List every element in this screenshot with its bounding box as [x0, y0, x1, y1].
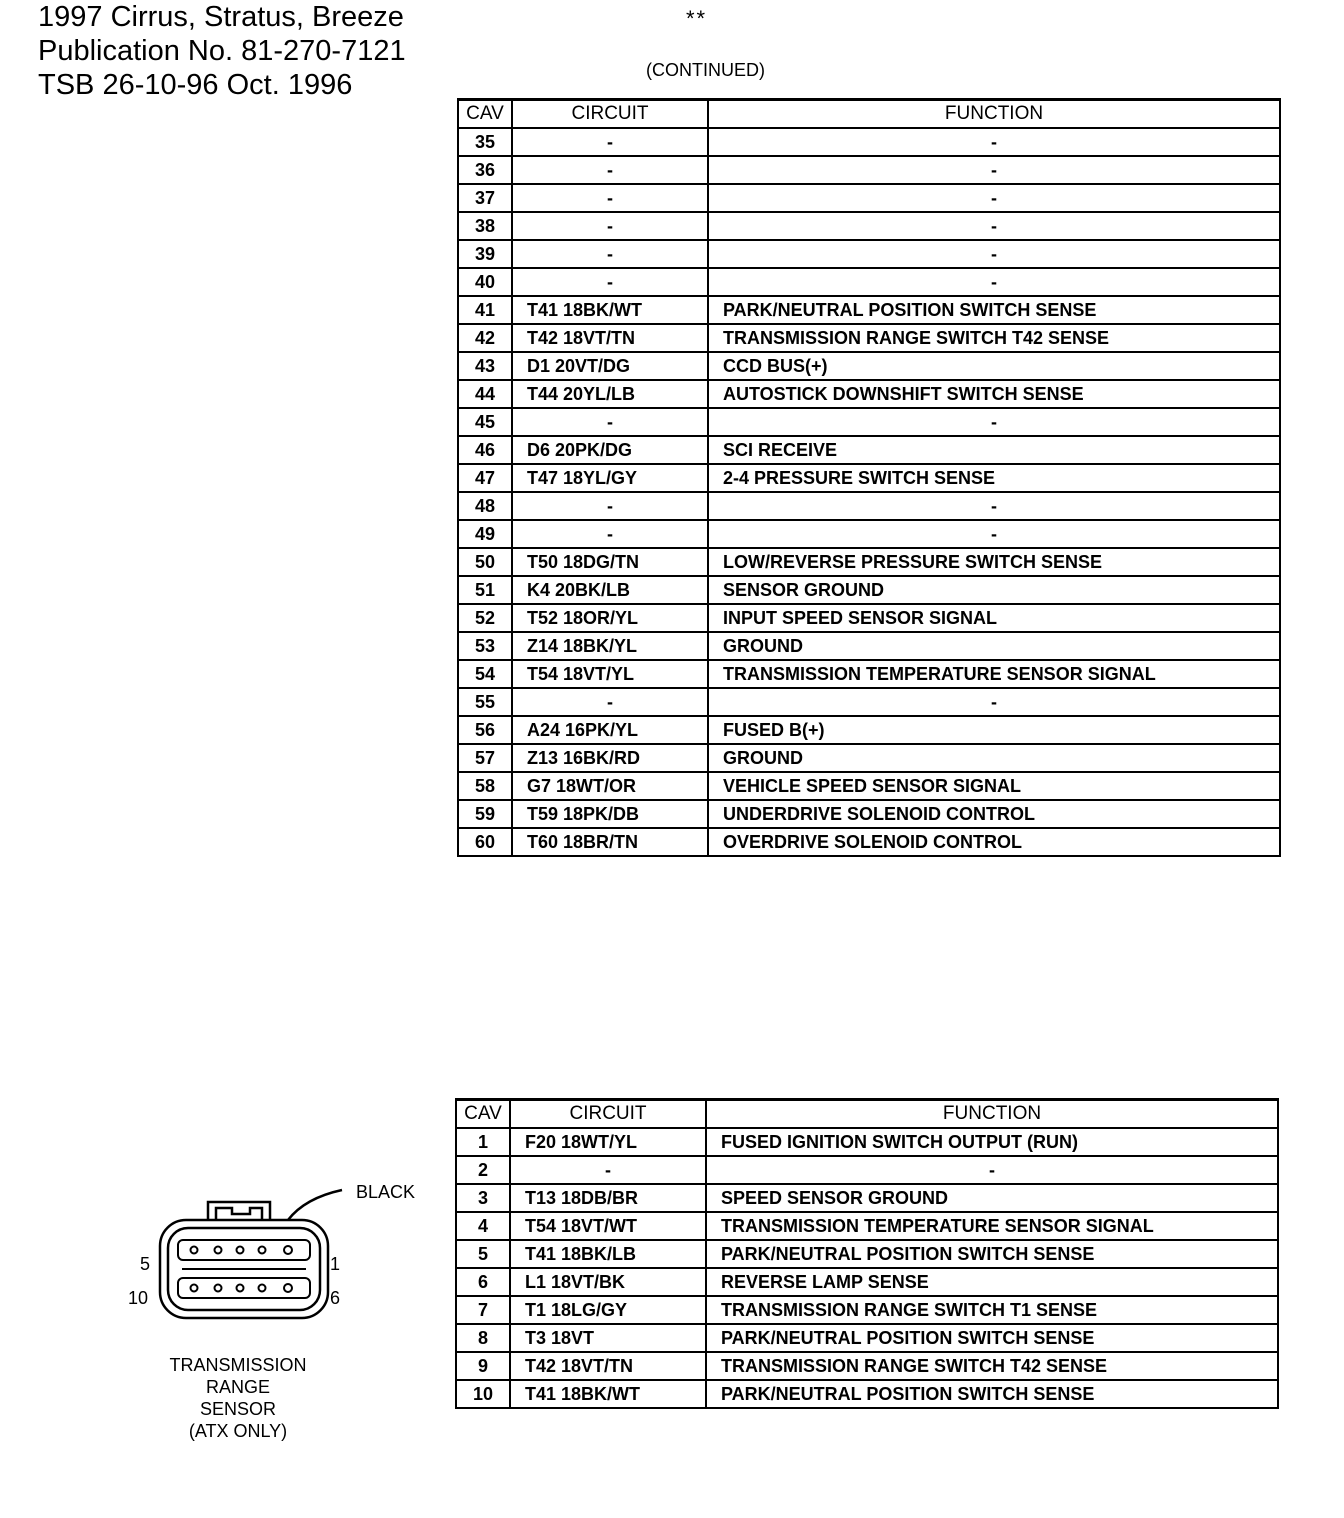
function-cell: SPEED SENSOR GROUND	[706, 1184, 1278, 1212]
cav-cell: 35	[458, 128, 512, 156]
table-row	[458, 380, 1280, 408]
table-row	[458, 324, 1280, 352]
circuit-cell: K4 20BK/LB	[512, 576, 708, 604]
function-cell: -	[708, 240, 1280, 268]
cav-cell: 43	[458, 352, 512, 380]
function-cell: -	[708, 520, 1280, 548]
table-row	[456, 1380, 1278, 1408]
circuit-cell: T47 18YL/GY	[512, 464, 708, 492]
table-row	[458, 352, 1280, 380]
function-cell: LOW/REVERSE PRESSURE SWITCH SENSE	[708, 548, 1280, 576]
circuit-cell: T50 18DG/TN	[512, 548, 708, 576]
circuit-cell: -	[510, 1156, 706, 1184]
cav-cell: 3	[456, 1184, 510, 1212]
function-cell: SCI RECEIVE	[708, 436, 1280, 464]
function-cell: -	[708, 184, 1280, 212]
table-row	[458, 128, 1280, 156]
cav-cell: 2	[456, 1156, 510, 1184]
cav-cell: 7	[456, 1296, 510, 1324]
cav-cell: 10	[456, 1380, 510, 1408]
table-row	[456, 1212, 1278, 1240]
cav-cell: 47	[458, 464, 512, 492]
cav-cell: 50	[458, 548, 512, 576]
table-row	[458, 576, 1280, 604]
function-cell: 2-4 PRESSURE SWITCH SENSE	[708, 464, 1280, 492]
table-row	[456, 1128, 1278, 1156]
cav-cell: 56	[458, 716, 512, 744]
table-row	[458, 744, 1280, 772]
function-cell: GROUND	[708, 632, 1280, 660]
table-row	[456, 1184, 1278, 1212]
circuit-cell: T54 18VT/YL	[512, 660, 708, 688]
function-cell: FUSED B(+)	[708, 716, 1280, 744]
cav-cell: 38	[458, 212, 512, 240]
function-cell: SENSOR GROUND	[708, 576, 1280, 604]
header-tsb-line: TSB 26-10-96 Oct. 1996	[38, 69, 353, 101]
function-cell: TRANSMISSION RANGE SWITCH T42 SENSE	[706, 1352, 1278, 1380]
cav-cell: 48	[458, 492, 512, 520]
table-row	[458, 716, 1280, 744]
table-body	[458, 128, 1280, 856]
header-stars: **	[686, 6, 708, 31]
pinout-table-continued	[457, 98, 1281, 857]
circuit-cell: -	[512, 156, 708, 184]
table-row	[458, 212, 1280, 240]
cav-cell: 60	[458, 828, 512, 856]
function-cell: -	[708, 492, 1280, 520]
circuit-cell: T54 18VT/WT	[510, 1212, 706, 1240]
pin-label-1: 1	[330, 1254, 341, 1274]
circuit-cell: -	[512, 408, 708, 436]
cav-cell: 54	[458, 660, 512, 688]
table-row	[458, 492, 1280, 520]
circuit-cell: T41 18BK/WT	[512, 296, 708, 324]
function-cell: PARK/NEUTRAL POSITION SWITCH SENSE	[706, 1324, 1278, 1352]
cav-cell: 52	[458, 604, 512, 632]
table-row	[458, 464, 1280, 492]
function-cell: VEHICLE SPEED SENSOR SIGNAL	[708, 772, 1280, 800]
function-cell: -	[708, 128, 1280, 156]
header-model-line: 1997 Cirrus, Stratus, Breeze	[38, 1, 404, 33]
function-cell: TRANSMISSION TEMPERATURE SENSOR SIGNAL	[706, 1212, 1278, 1240]
function-cell: TRANSMISSION RANGE SWITCH T1 SENSE	[706, 1296, 1278, 1324]
circuit-cell: -	[512, 212, 708, 240]
circuit-cell: L1 18VT/BK	[510, 1268, 706, 1296]
table-row	[456, 1352, 1278, 1380]
pinout-table-transmission-range-sensor	[455, 1098, 1279, 1409]
function-cell: -	[708, 156, 1280, 184]
cav-cell: 55	[458, 688, 512, 716]
table-row	[458, 772, 1280, 800]
cav-cell: 5	[456, 1240, 510, 1268]
cav-cell: 1	[456, 1128, 510, 1156]
table-row	[458, 604, 1280, 632]
table-row	[458, 268, 1280, 296]
table-row	[458, 156, 1280, 184]
table-row	[458, 548, 1280, 576]
function-cell: AUTOSTICK DOWNSHIFT SWITCH SENSE	[708, 380, 1280, 408]
caption-line: (ATX ONLY)	[188, 1421, 288, 1441]
cav-cell: 42	[458, 324, 512, 352]
table-body	[456, 1128, 1278, 1408]
header-circuit: CIRCUIT	[510, 1100, 706, 1129]
header-publication-line: Publication No. 81-270-7121	[38, 35, 406, 67]
table-row	[456, 1156, 1278, 1184]
circuit-cell: T44 20YL/LB	[512, 380, 708, 408]
caption-line: SENSOR	[199, 1399, 277, 1419]
function-cell: -	[706, 1156, 1278, 1184]
document-header	[38, 0, 406, 102]
function-cell: TRANSMISSION TEMPERATURE SENSOR SIGNAL	[708, 660, 1280, 688]
connector-caption	[148, 1354, 328, 1442]
cav-cell: 59	[458, 800, 512, 828]
pin-label-10: 10	[128, 1288, 149, 1308]
cav-cell: 58	[458, 772, 512, 800]
header-function: FUNCTION	[706, 1100, 1278, 1129]
table-row	[456, 1296, 1278, 1324]
table-row	[458, 408, 1280, 436]
function-cell: REVERSE LAMP SENSE	[706, 1268, 1278, 1296]
circuit-cell: Z13 16BK/RD	[512, 744, 708, 772]
cav-cell: 53	[458, 632, 512, 660]
caption-line: RANGE	[205, 1377, 270, 1397]
cav-cell: 57	[458, 744, 512, 772]
table-row	[458, 296, 1280, 324]
table-row	[458, 688, 1280, 716]
circuit-cell: T52 18OR/YL	[512, 604, 708, 632]
circuit-cell: -	[512, 520, 708, 548]
table-row	[456, 1324, 1278, 1352]
function-cell: OVERDRIVE SOLENOID CONTROL	[708, 828, 1280, 856]
circuit-cell: T59 18PK/DB	[512, 800, 708, 828]
pin-label-5: 5	[140, 1254, 151, 1274]
caption-line: TRANSMISSION	[169, 1355, 307, 1375]
cav-cell: 36	[458, 156, 512, 184]
function-cell: UNDERDRIVE SOLENOID CONTROL	[708, 800, 1280, 828]
function-cell: -	[708, 268, 1280, 296]
connector-color-label: BLACK	[356, 1182, 416, 1202]
cav-cell: 40	[458, 268, 512, 296]
header-cav: CAV	[458, 100, 512, 129]
table-row	[458, 800, 1280, 828]
circuit-cell: T1 18LG/GY	[510, 1296, 706, 1324]
header-function: FUNCTION	[708, 100, 1280, 129]
circuit-cell: -	[512, 268, 708, 296]
cav-cell: 45	[458, 408, 512, 436]
table-row	[458, 632, 1280, 660]
function-cell: PARK/NEUTRAL POSITION SWITCH SENSE	[706, 1240, 1278, 1268]
function-cell: GROUND	[708, 744, 1280, 772]
table-row	[458, 520, 1280, 548]
header-circuit: CIRCUIT	[512, 100, 708, 129]
continued-label: (CONTINUED)	[646, 60, 765, 80]
function-cell: PARK/NEUTRAL POSITION SWITCH SENSE	[708, 296, 1280, 324]
table-header-row	[456, 1100, 1278, 1129]
circuit-cell: -	[512, 492, 708, 520]
table-header-row	[458, 100, 1280, 129]
cav-cell: 44	[458, 380, 512, 408]
function-cell: -	[708, 688, 1280, 716]
circuit-cell: F20 18WT/YL	[510, 1128, 706, 1156]
circuit-cell: Z14 18BK/YL	[512, 632, 708, 660]
circuit-cell: T60 18BR/TN	[512, 828, 708, 856]
function-cell: INPUT SPEED SENSOR SIGNAL	[708, 604, 1280, 632]
function-cell: -	[708, 408, 1280, 436]
cav-cell: 4	[456, 1212, 510, 1240]
circuit-cell: A24 16PK/YL	[512, 716, 708, 744]
circuit-cell: T41 18BK/LB	[510, 1240, 706, 1268]
cav-cell: 46	[458, 436, 512, 464]
table-row	[458, 660, 1280, 688]
circuit-cell: T3 18VT	[510, 1324, 706, 1352]
cav-cell: 39	[458, 240, 512, 268]
table-row	[458, 436, 1280, 464]
circuit-cell: D1 20VT/DG	[512, 352, 708, 380]
function-cell: TRANSMISSION RANGE SWITCH T42 SENSE	[708, 324, 1280, 352]
function-cell: FUSED IGNITION SWITCH OUTPUT (RUN)	[706, 1128, 1278, 1156]
circuit-cell: -	[512, 688, 708, 716]
circuit-cell: G7 18WT/OR	[512, 772, 708, 800]
table-row	[458, 240, 1280, 268]
cav-cell: 6	[456, 1268, 510, 1296]
table-row	[456, 1268, 1278, 1296]
cav-cell: 8	[456, 1324, 510, 1352]
circuit-cell: -	[512, 240, 708, 268]
table-row	[456, 1240, 1278, 1268]
cav-cell: 41	[458, 296, 512, 324]
table-row	[458, 828, 1280, 856]
circuit-cell: T13 18DB/BR	[510, 1184, 706, 1212]
function-cell: CCD BUS(+)	[708, 352, 1280, 380]
cav-cell: 49	[458, 520, 512, 548]
cav-cell: 37	[458, 184, 512, 212]
cav-cell: 51	[458, 576, 512, 604]
circuit-cell: -	[512, 184, 708, 212]
circuit-cell: D6 20PK/DG	[512, 436, 708, 464]
header-cav: CAV	[456, 1100, 510, 1129]
circuit-cell: -	[512, 128, 708, 156]
function-cell: PARK/NEUTRAL POSITION SWITCH SENSE	[706, 1380, 1278, 1408]
circuit-cell: T42 18VT/TN	[512, 324, 708, 352]
pin-label-6: 6	[330, 1288, 341, 1308]
table-row	[458, 184, 1280, 212]
cav-cell: 9	[456, 1352, 510, 1380]
circuit-cell: T41 18BK/WT	[510, 1380, 706, 1408]
circuit-cell: T42 18VT/TN	[510, 1352, 706, 1380]
function-cell: -	[708, 212, 1280, 240]
